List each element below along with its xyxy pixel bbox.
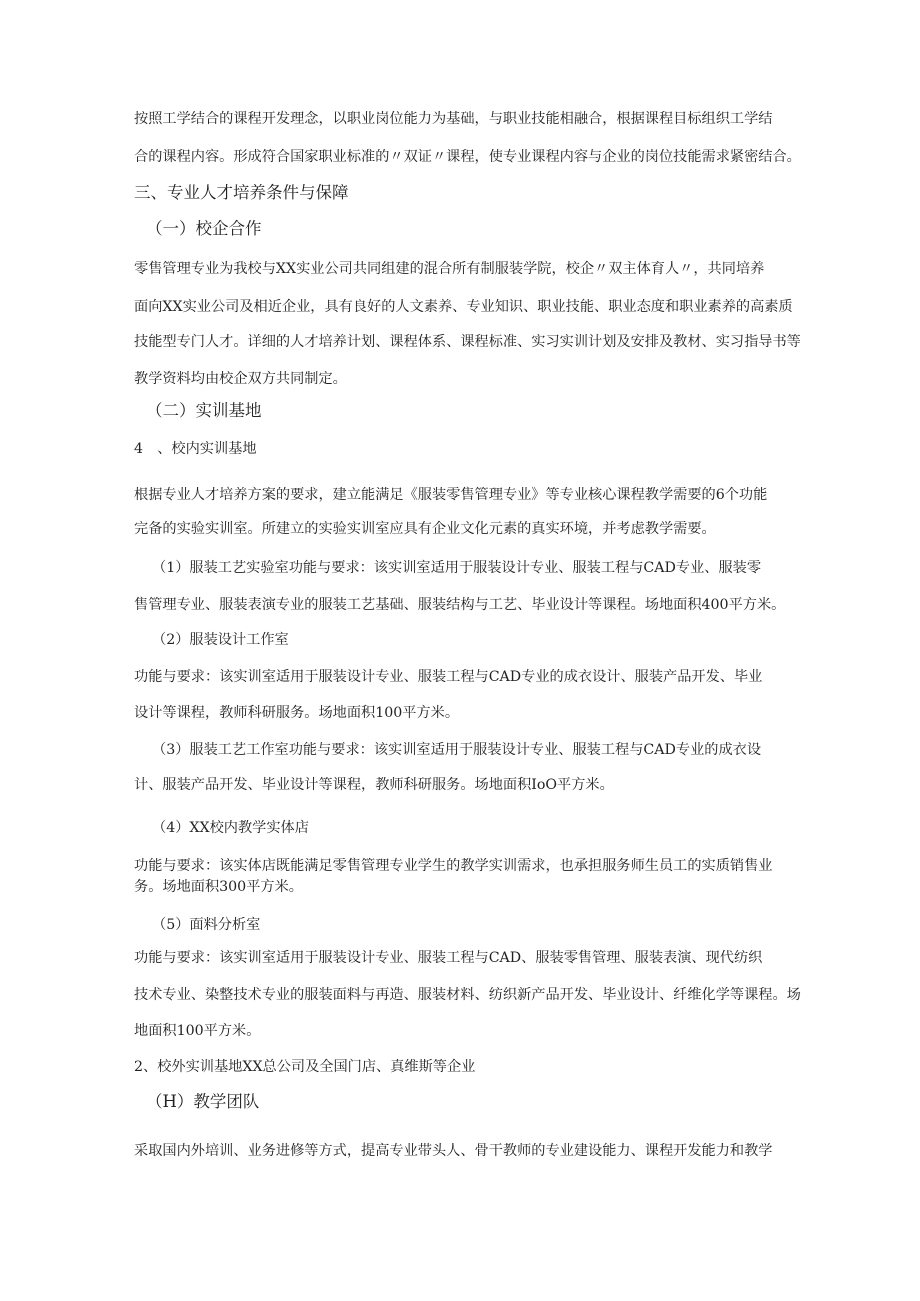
paragraph-line: 根据专业人才培养方案的要求，建立能满足《服装零售管理专业》等专业核心课程教学需要的6个功能 [134, 487, 768, 503]
paragraph-line: （1）服装工艺实验室功能与要求：该实训室适用于服装设计专业、服装工程与CAD专业、服装零 [152, 560, 762, 576]
subsection-heading: （一）校企合作 [146, 219, 262, 238]
paragraph-line: 零售管理专业为我校与XX实业公司共同组建的混合所有制服装学院，校企〃双主体育人〃，共同培养 [134, 261, 765, 277]
paragraph-line: 地面积100平方米。 [134, 1023, 261, 1039]
list-item: 2、校外实训基地XX总公司及全国门店、真维斯等企业 [134, 1059, 476, 1075]
paragraph-line: 按照工学结合的课程开发理念，以职业岗位能力为基础，与职业技能相融合，根据课程目标组织工学结 [134, 111, 773, 127]
list-item: （2）服装设计工作室 [152, 632, 289, 648]
paragraph-line: 面向XX实业公司及相近企业，具有良好的人文素养、专业知识、职业技能、职业态度和职业素养的高素质 [134, 299, 793, 315]
paragraph-line: 设计等课程，教师科研服务。场地面积100平方米。 [134, 705, 460, 721]
paragraph-line: （3）服装工艺工作室功能与要求：该实训室适用于服装设计专业、服装工程与CAD专业的成衣设 [152, 742, 762, 758]
list-item: （5）面料分析室 [152, 917, 261, 933]
paragraph-line: 采取国内外培训、业务进修等方式，提高专业带头人、骨干教师的专业建设能力、课程开发能力和教学 [134, 1143, 773, 1159]
paragraph-line: 技能型专门人才。详细的人才培养计划、课程体系、课程标准、实习实训计划及安排及教材、实习指导书等 [134, 334, 801, 350]
paragraph-line: 功能与要求：该实训室适用于服装设计专业、服装工程与CAD、服装零售管理、服装表演、现代纺织 [134, 950, 763, 966]
paragraph-line: 功能与要求：该实体店既能满足零售管理专业学生的教学实训需求，也承担服务师生员工的实质销售业 [134, 858, 773, 874]
list-item: （4）XX校内教学实体店 [152, 820, 309, 836]
paragraph-line: 完备的实验实训室。所建立的实验实训室应具有企业文化元素的真实环境，并考虑教学需要。 [134, 521, 716, 537]
subsection-heading: （H）教学团队 [146, 1092, 260, 1111]
paragraph-line: 教学资料均由校企双方共同制定。 [134, 371, 347, 387]
paragraph-line: 技术专业、染整技术专业的服装面料与再造、服装材料、纺织新产品开发、毕业设计、纤维化学等课程。场 [134, 987, 801, 1003]
paragraph-line: 计、服装产品开发、毕业设计等课程，教师科研服务。场地面积IoO平方米。 [134, 777, 614, 793]
paragraph-line: 合的课程内容。形成符合国家职业标准的〃双证〃课程，使专业课程内容与企业的岗位技能需求紧密结合。 [134, 149, 801, 165]
subsection-heading: （二）实训基地 [146, 401, 262, 420]
paragraph-line: 功能与要求：该实训室适用于服装设计专业、服装工程与CAD专业的成衣设计、服装产品开发、毕业 [134, 669, 763, 685]
paragraph-line: 务。场地面积300平方米。 [134, 879, 303, 895]
paragraph-line: 售管理专业、服装表演专业的服装工艺基础、服装结构与工艺、毕业设计等课程。场地面积400平方米。 [134, 597, 786, 613]
section-heading: 三、专业人才培养条件与保障 [134, 183, 349, 202]
list-item: 4 、校内实训基地 [134, 441, 257, 457]
